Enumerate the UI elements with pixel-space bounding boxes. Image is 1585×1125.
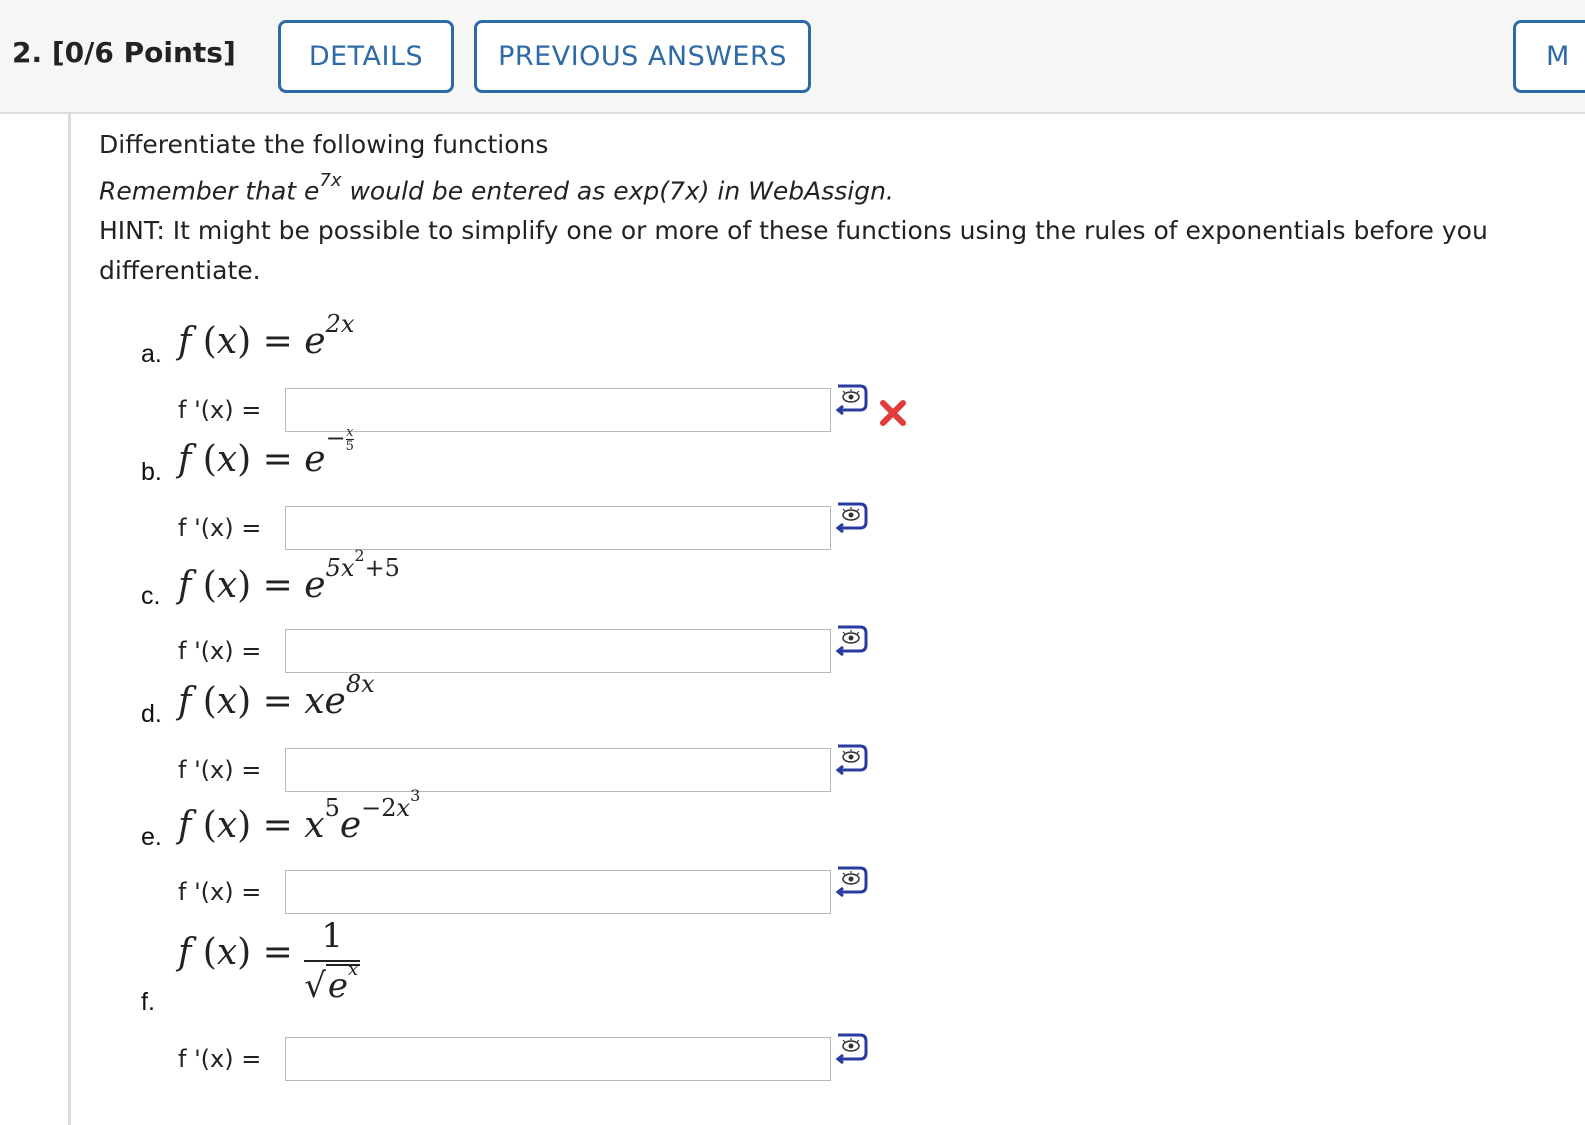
part-e-function: f $(x) = x^5e^{-2x^3}$ <box>178 786 421 846</box>
part-d-function: f $(x) = xe^{8x}$ <box>178 670 375 722</box>
part-d-answer-input[interactable] <box>285 748 831 792</box>
part-c-answer-label: f '(x) = <box>178 637 262 665</box>
part-c-function: f $(x) = e^{5x^2+5}$ <box>178 546 400 606</box>
more-button[interactable]: M <box>1513 20 1585 93</box>
part-a-preview-icon[interactable] <box>834 382 870 418</box>
part-e-letter: e. <box>141 823 162 851</box>
exp-reminder: Remember that $e^{7x}$ would be entered as exp(7x) in WebAssign. <box>99 170 894 206</box>
part-d-letter: d. <box>141 700 162 728</box>
part-a-answer-input[interactable] <box>285 388 831 432</box>
hint-text-cont: differentiate. <box>99 256 261 285</box>
part-c-letter: c. <box>141 582 161 610</box>
part-d-answer-label: f '(x) = <box>178 756 262 784</box>
part-e-answer-label: f '(x) = <box>178 878 262 906</box>
part-f-function: f (x) = $\frac{1}{√e^x}$ <box>178 916 359 1006</box>
part-b-function: f $(x) = e^{- \frac{x}{5}}$ <box>178 424 354 480</box>
question-title <box>12 36 236 69</box>
part-f-letter: f. <box>141 988 155 1016</box>
part-a-letter: a. <box>141 340 162 368</box>
previous-answers-button[interactable]: PREVIOUS ANSWERS <box>474 20 811 93</box>
part-b-answer-input[interactable] <box>285 506 831 550</box>
part-f-preview-icon[interactable] <box>834 1031 870 1067</box>
hint-text: HINT: It might be possible to simplify one or more of these functions using the rules of exponentials before you <box>99 216 1488 245</box>
instructions-title: Differentiate the following functions <box>99 130 549 159</box>
details-button[interactable]: DETAILS <box>278 20 454 93</box>
question-number: 2. <box>12 36 43 69</box>
part-b-letter: b. <box>141 458 162 486</box>
question-left-rule <box>68 114 71 1125</box>
part-c-answer-input[interactable] <box>285 629 831 673</box>
question-points: [0/6 Points] <box>51 36 236 69</box>
part-c-preview-icon[interactable] <box>834 623 870 659</box>
part-a-answer-label: f '(x) = <box>178 396 262 424</box>
part-f-answer-label: f '(x) = <box>178 1045 262 1073</box>
part-d-preview-icon[interactable] <box>834 742 870 778</box>
part-b-answer-label: f '(x) = <box>178 514 262 542</box>
part-b-preview-icon[interactable] <box>834 500 870 536</box>
part-e-answer-input[interactable] <box>285 870 831 914</box>
part-f-answer-input[interactable] <box>285 1037 831 1081</box>
part-a-incorrect-x-mark-icon <box>878 398 908 428</box>
part-e-preview-icon[interactable] <box>834 864 870 900</box>
part-a-function: f $(x) = e^{2x}$ <box>178 310 355 362</box>
question-header <box>0 0 1585 114</box>
